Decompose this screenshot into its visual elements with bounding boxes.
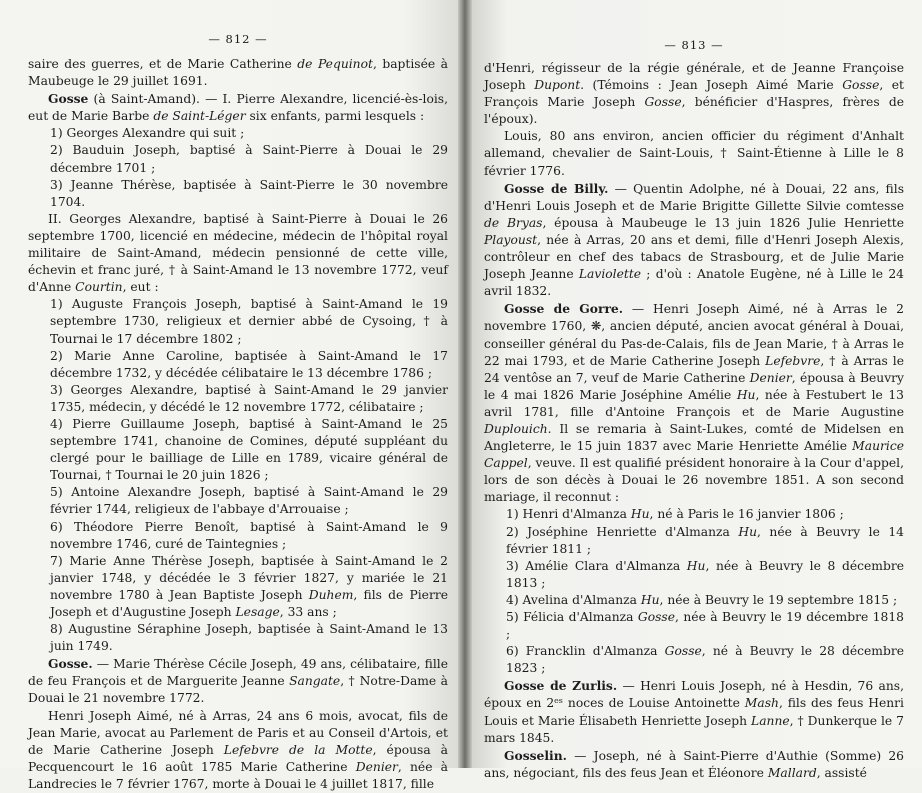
text-run: , 33 ans ; bbox=[279, 605, 337, 619]
list-item bbox=[484, 643, 904, 677]
paragraph bbox=[484, 60, 904, 128]
surname: Gosse bbox=[637, 610, 676, 624]
surname: de Bryas bbox=[484, 215, 543, 230]
right-page bbox=[472, 0, 922, 780]
text-run: , eut : bbox=[122, 280, 159, 295]
text-run: , née à Arras, 20 ans et demi, fille d'Henri Joseph Alexis, contrôleur en chef des tabacs de Strasbourg, et de Julie Marie Joseph Jeanne bbox=[484, 232, 904, 282]
surname: Duplouich bbox=[484, 421, 548, 436]
list-item bbox=[28, 296, 448, 347]
text-run: (à Saint-Amand). — I. Pierre Alexandre, licencié-ès-lois, eut de Marie Barbe bbox=[28, 92, 448, 124]
book-gutter bbox=[458, 0, 472, 768]
surname: Maurice Cappel bbox=[484, 439, 904, 471]
text-run: , veuve. Il est qualifié président honoraire à la Cour d'appel, lors de son décès à Douai le 26 novembre 1851. A son second mariage, il reconnut : bbox=[484, 456, 904, 505]
entry-heading: Gosse de Gorre. bbox=[504, 301, 624, 317]
surname: Hu bbox=[640, 592, 660, 607]
surname: Hu bbox=[686, 558, 706, 573]
text-run: , fils de Pierre Joseph et d'Augustine Joseph bbox=[50, 587, 448, 619]
surname: Hu bbox=[630, 507, 650, 522]
text-run: , épousa à Pecquencourt le 16 août 1785 Marie Catherine bbox=[28, 742, 449, 774]
text-run: 2) Bauduin Joseph, baptisé à Saint-Pierre à Douai le 29 décembre 1701 ; bbox=[50, 143, 448, 175]
text-run: — Henri Joseph Aimé, né à Arras le 2 novembre 1760, ❋, ancien député, ancien avocat général à Douai, conseiller général du Pas-de-Calais, fils de Jean Marie, † à Arras le 22 mai 1793, et de Marie Catherine Joseph bbox=[484, 302, 905, 368]
surname: Dupont bbox=[534, 78, 581, 93]
text-run: 3) Jeanne Thérèse, baptisée à Saint-Pierre le 30 novembre 1704. bbox=[50, 177, 448, 209]
entry-heading: Gosse de Zurlis. bbox=[504, 678, 618, 694]
list-item bbox=[28, 348, 448, 382]
text-run: , née à Beuvry le 19 septembre 1815 ; bbox=[659, 592, 898, 607]
surname: Duhem bbox=[308, 587, 354, 602]
text-run: — Joseph, né à Saint-Pierre d'Authie (Somme) 26 ans, négociant, fils des feus Jean et Éléonore bbox=[484, 748, 904, 780]
text-run: — Quentin Adolphe, né à Douai, 22 ans, fils d'Henri Louis Joseph et de Marie Brigitte Gillette Silvie comtesse bbox=[484, 181, 905, 213]
page-number-left: — 812 — bbox=[208, 32, 268, 46]
surname: de Pequinot bbox=[297, 57, 373, 71]
text-run: 6) Théodore Pierre Benoît, baptisé à Saint-Amand le 9 novembre 1746, curé de Taintegnies ; bbox=[50, 519, 448, 551]
surname: Mallard bbox=[767, 765, 817, 780]
text-run: , née à Beuvry le 8 décembre 1813 ; bbox=[506, 558, 904, 590]
text-run: , † Notre-Dame à Douai le 21 novembre 1772. bbox=[28, 674, 448, 706]
text-run: , baptisée à Maubeuge le 29 juillet 1691. bbox=[28, 57, 448, 89]
text-run: 2) Joséphine Henriette d'Almanza bbox=[506, 524, 739, 539]
text-run: 5) Antoine Alexandre Joseph, baptisé à Saint-Amand le 29 février 1744, religieux de l'abbaye d'Arrouaise ; bbox=[50, 485, 448, 517]
text-run: 3) Georges Alexandre, baptisé à Saint-Amand le 29 janvier 1735, médecin, y décédé le 12 novembre 1772, célibataire ; bbox=[50, 382, 448, 414]
list-item bbox=[28, 382, 448, 416]
surname: Lanne bbox=[751, 713, 790, 728]
surname: Gosse bbox=[842, 78, 880, 93]
paragraph bbox=[28, 211, 448, 296]
list-item bbox=[484, 558, 904, 592]
list-item bbox=[28, 177, 448, 211]
surname: Lefebvre de la Motte bbox=[223, 742, 373, 757]
text-run: 7) Marie Anne Thérèse Joseph, baptisée à Saint-Amand le 2 janvier 1748, y décédée le 3 février 1827, y mariée le 21 novembre 1780 à Jean Baptiste Joseph bbox=[50, 553, 448, 602]
paragraph bbox=[28, 655, 448, 707]
surname: Denier bbox=[355, 759, 398, 774]
text-run: saire des guerres, et de Marie Catherine bbox=[28, 57, 298, 71]
surname: Lefebvre bbox=[765, 353, 821, 368]
list-item bbox=[28, 484, 448, 518]
text-run: 4) Pierre Guillaume Joseph, baptisé à Saint-Amand le 25 septembre 1741, chanoine de Comines, député suppléant du clergé pour le bailliage de Lille en 1789, vicaire général de Tournai, † Tournai le 20 juin 1826 ; bbox=[50, 416, 448, 483]
text-run: 5) Félicia d'Almanza bbox=[506, 610, 638, 624]
text-run: , née à Beuvry le 14 février 1811 ; bbox=[506, 524, 905, 556]
left-page bbox=[0, 0, 458, 791]
entry-heading: Gosse. bbox=[48, 656, 93, 672]
page-number-right: — 813 — bbox=[664, 38, 724, 52]
list-item bbox=[484, 592, 904, 609]
text-run: 8) Augustine Séraphine Joseph, baptisée à Saint-Amand le 13 juin 1749. bbox=[50, 622, 448, 654]
text-run: , fils des feus Henri Louis et Marie Élisabeth Henriette Joseph bbox=[484, 696, 904, 728]
text-run: 1) Auguste François Joseph, baptisé à Saint-Amand le 19 septembre 1730, religieux et dernier abbé de Cysoing, † à Tournai le 17 décembre 1802 ; bbox=[50, 297, 448, 346]
text-run: 1) Georges Alexandre qui suit ; bbox=[50, 126, 245, 141]
surname: Gosse bbox=[644, 95, 682, 110]
surname: Playoust bbox=[484, 232, 538, 247]
text-run: — Henri Louis Joseph, né à Hesdin, 76 ans, époux en 2ᵉˢ noces de Louise Antoinette bbox=[484, 679, 904, 711]
list-item bbox=[28, 621, 448, 655]
text-run: ; d'où : Anatole Eugène, né à Lille le 24 avril 1832. bbox=[484, 267, 904, 299]
text-run: 3) Amélie Clara d'Almanza bbox=[506, 558, 687, 573]
text-run: , né à Paris le 16 janvier 1806 ; bbox=[649, 507, 844, 522]
list-item bbox=[28, 125, 448, 142]
paragraph bbox=[484, 128, 904, 179]
paragraph bbox=[484, 677, 904, 746]
surname: Hu bbox=[738, 524, 758, 539]
text-run: , née à Festubert le 13 avril 1781, fille d'Antoine François et de Marie Augustine bbox=[484, 387, 904, 419]
paragraph bbox=[484, 747, 904, 782]
right-page-text bbox=[484, 60, 904, 782]
text-run: , bénéficier d'Haspres, frères de l'époux). bbox=[484, 95, 904, 127]
entry-heading: Gosse de Billy. bbox=[504, 180, 609, 196]
text-run: , assisté bbox=[816, 765, 867, 780]
surname: Denier bbox=[749, 370, 792, 385]
text-run: , et François Marie Joseph bbox=[484, 78, 904, 110]
list-item bbox=[28, 553, 448, 621]
text-run: Henri Joseph Aimé, né à Arras, 24 ans 6 mois, avocat, fils de Jean Marie, avocat au Parlement de Paris et au Conseil d'Artois, et de Marie Catherine Joseph bbox=[28, 708, 448, 757]
list-item bbox=[484, 609, 904, 643]
text-run: , née à Landrecies le 7 février 1767, morte à Douai le 4 juillet 1817, fille bbox=[28, 759, 448, 791]
text-run: 6) Francklin d'Almanza bbox=[506, 644, 665, 659]
text-run: . Il se remaria à Saint-Lukes, comté de Midelsen en Angleterre, le 15 juin 1837 avec Marie Henriette Amélie bbox=[484, 421, 904, 454]
text-run: . (Témoins : Jean Joseph Aimé Marie bbox=[580, 78, 843, 93]
surname: Gosse bbox=[664, 644, 702, 659]
list-item bbox=[28, 142, 448, 176]
text-run: — Marie Thérèse Cécile Joseph, 49 ans, célibataire, fille de feu François et de Marguerite Jeanne bbox=[28, 657, 448, 689]
surname: Courtin bbox=[75, 280, 123, 295]
surname: de Saint-Léger bbox=[153, 109, 246, 124]
surname: Mash bbox=[744, 696, 779, 711]
list-item bbox=[484, 524, 904, 558]
text-run: 2) Marie Anne Caroline, baptisée à Saint-Amand le 17 décembre 1732, y décédée célibataire le 13 décembre 1786 ; bbox=[50, 348, 448, 380]
surname: Lesage bbox=[235, 605, 280, 619]
left-page-text bbox=[28, 56, 448, 793]
list-item bbox=[28, 416, 448, 484]
text-run: , né à Beuvry le 28 décembre 1823 ; bbox=[506, 644, 904, 676]
text-run: d'Henri, régisseur de la régie générale, et de Jeanne Françoise Joseph bbox=[484, 61, 904, 93]
paragraph bbox=[28, 90, 448, 125]
text-run: , née à Beuvry le 19 décembre 1818 ; bbox=[506, 610, 904, 642]
paragraph bbox=[28, 708, 448, 793]
list-item bbox=[28, 519, 448, 553]
list-item bbox=[484, 506, 904, 523]
text-run: , épousa à Maubeuge le 13 juin 1826 Julie Henriette bbox=[542, 215, 905, 230]
paragraph bbox=[484, 180, 904, 301]
entry-heading: Gosselin. bbox=[504, 747, 567, 763]
surname: Laviolette bbox=[578, 267, 642, 282]
text-run: Louis, 80 ans environ, ancien officier du régiment d'Anhalt allemand, chevalier de Saint-Louis, † Saint-Étienne à Lille le 8 février 1776. bbox=[484, 129, 904, 178]
text-run: 1) Henri d'Almanza bbox=[506, 507, 631, 522]
text-run: 4) Avelina d'Almanza bbox=[506, 592, 641, 607]
text-run: , épousa à Beuvry le 4 mai 1826 Marie Joséphine Amélie bbox=[484, 370, 904, 402]
paragraph bbox=[484, 300, 904, 506]
text-run: six enfants, parmi lesquels : bbox=[245, 109, 425, 124]
text-run: II. Georges Alexandre, baptisé à Saint-Pierre à Douai le 26 septembre 1700, licencié en médecine, médecin de l'hôpital royal militaire de Saint-Amand, médecin pensionné de cette ville, échevin et franc juré, † à Saint-Amand le 13 novembre 1772, veuf d'Anne bbox=[28, 211, 448, 295]
text-run: , † à Arras le 24 ventôse an 7, veuf de Marie Catherine bbox=[484, 353, 904, 385]
paragraph bbox=[28, 56, 448, 90]
entry-heading: Gosse bbox=[48, 91, 89, 107]
surname: Hu bbox=[736, 387, 756, 402]
surname: Sangate bbox=[289, 674, 341, 689]
text-run: , † Dunkerque le 7 mars 1845. bbox=[484, 713, 904, 745]
